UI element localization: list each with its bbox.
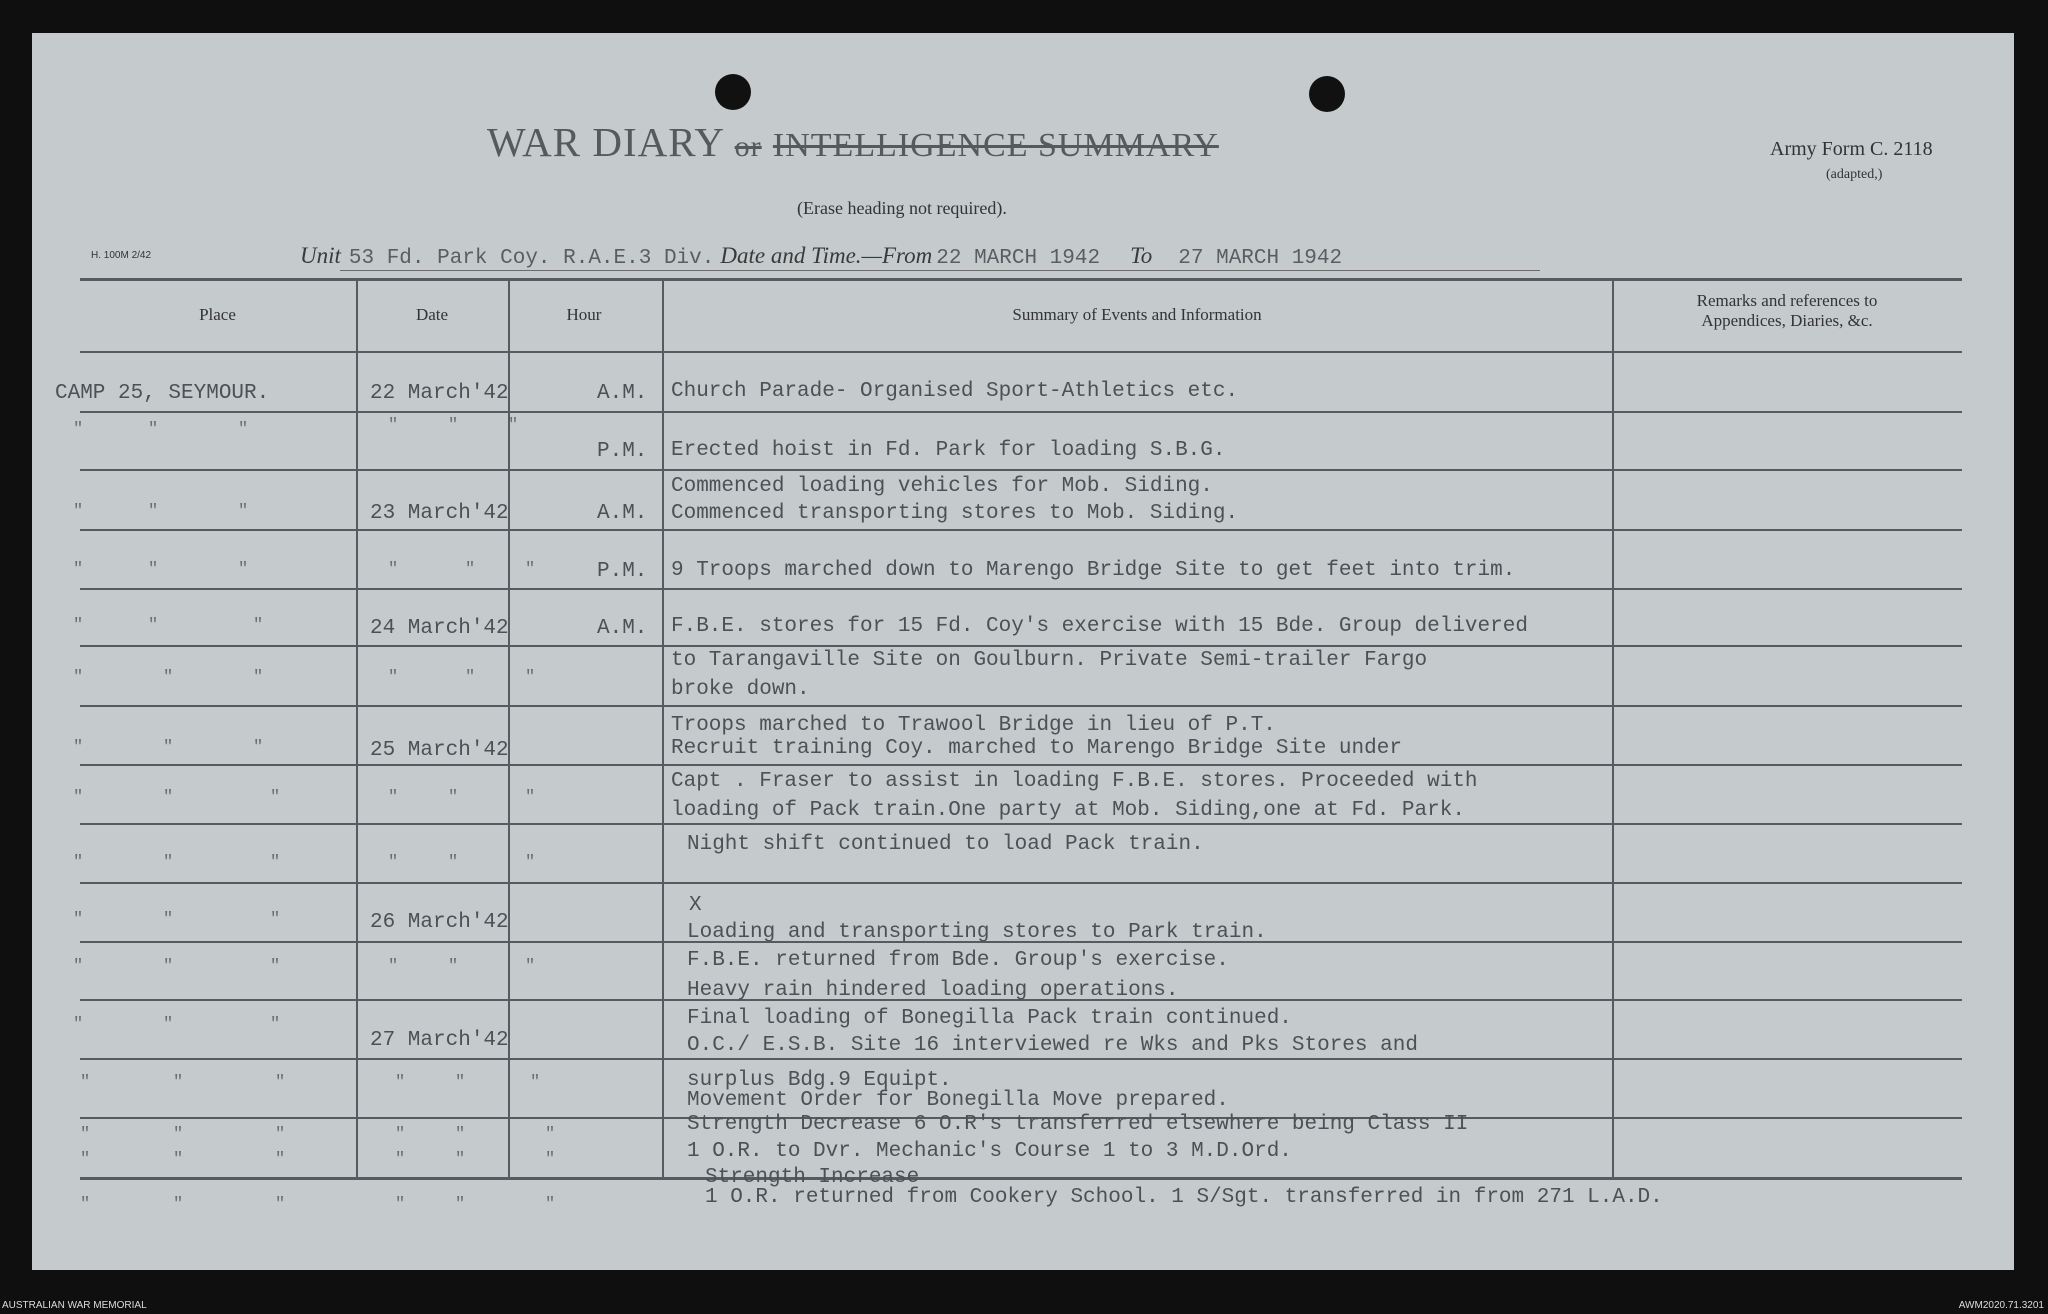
adapted-label: (adapted,) [1826,167,1883,182]
ditto-mark: " [455,1195,466,1214]
ditto-mark: " [525,853,536,872]
date-24-march: 24 March'42 [370,617,509,640]
ditto-mark: " [253,738,264,757]
summary-line: Strength Decrease 6 O.R's transferred elsewhere being Class II [687,1113,1469,1136]
row-rule [80,764,1962,766]
ditto-mark: " [73,668,84,687]
summary-line: Commenced loading vehicles for Mob. Siding. [671,475,1213,498]
column-header-date: Date [415,305,449,324]
ditto-mark: " [455,1125,466,1144]
ditto-mark: " [275,1150,286,1169]
date-27-march: 27 March'42 [370,1029,509,1052]
from-value: 22 MARCH 1942 [936,247,1101,270]
summary-line: Final loading of Bonegilla Pack train continued. [687,1007,1292,1030]
summary-line: Erected hoist in Fd. Park for loading S.B.G. [671,439,1226,462]
underline [340,270,1540,271]
ditto-mark: " [525,957,536,976]
summary-line: Recruit training Coy. marched to Marengo Bridge Site under [671,737,1402,760]
summary-line: F.B.E. stores for 15 Fd. Coy's exercise with 15 Bde. Group delivered [671,615,1528,638]
ditto-mark: " [253,616,264,635]
ditto-mark: " [525,560,536,579]
ditto-mark: " [73,1015,84,1034]
row-rule [80,529,1962,531]
summary-line: broke down. [671,678,810,701]
title-war-diary: WAR DIARY [487,119,724,165]
ditto-mark: " [275,1073,286,1092]
hour-am: A.M. [597,502,648,525]
ditto-mark: " [173,1150,184,1169]
place-camp-seymour: CAMP 25, SEYMOUR. [55,382,270,405]
ditto-mark: " [270,853,281,872]
summary-line: Troops marched to Trawool Bridge in lieu of P.T. [671,714,1276,737]
row-rule [80,882,1962,884]
ditto-mark: " [275,1125,286,1144]
ditto-mark: " [73,738,84,757]
summary-line: Strength Increase [705,1166,920,1189]
hour-pm: P.M. [597,440,648,463]
ditto-mark: " [73,420,84,439]
ditto-mark: " [448,957,459,976]
ditto-mark: " [275,1195,286,1214]
to-label: To [1130,243,1153,268]
ditto-mark: " [270,910,281,929]
ditto-mark: " [388,957,399,976]
ditto-mark: " [163,738,174,757]
summary-line: to Tarangaville Site on Goulburn. Private Semi-trailer Fargo [671,649,1428,672]
ditto-mark: " [270,788,281,807]
ditto-mark: " [73,788,84,807]
ditto-mark: " [253,668,264,687]
date-23-march: 23 March'42 [370,502,509,525]
summary-line: Church Parade- Organised Sport-Athletics etc. [671,380,1239,403]
ditto-mark: " [80,1073,91,1092]
row-rule [80,411,1962,413]
hour-am: A.M. [597,617,648,640]
ditto-mark: " [395,1195,406,1214]
ditto-mark: " [238,420,249,439]
date-26-march: 26 March'42 [370,911,509,934]
summary-line: Commenced transporting stores to Mob. Siding. [671,502,1239,525]
ditto-mark: " [73,853,84,872]
row-rule [80,823,1962,825]
ditto-mark: " [448,853,459,872]
ditto-mark: " [73,502,84,521]
summary-line: 1 O.R. to Dvr. Mechanic's Course 1 to 3 M.D.Ord. [687,1140,1292,1163]
remarks-header-line-2: Appendices, Diaries, &c. [1701,311,1873,330]
date-22-march: 22 March'42 [370,382,509,405]
ditto-mark: " [448,416,459,435]
remarks-header-line-1: Remarks and references to [1696,291,1878,310]
ditto-mark: " [148,420,159,439]
ditto-mark: " [508,416,519,435]
ditto-mark: " [455,1073,466,1092]
ditto-mark: " [395,1150,406,1169]
ditto-mark: " [73,616,84,635]
ditto-mark: " [270,1015,281,1034]
ditto-mark: " [545,1195,556,1214]
ditto-mark: " [163,788,174,807]
ditto-mark: " [163,853,174,872]
unit-label: Unit [300,243,341,268]
table-bottom-rule [80,1177,1962,1180]
hour-pm: P.M. [597,560,648,583]
ditto-mark: " [163,910,174,929]
row-rule [80,645,1962,647]
ditto-mark: " [163,1015,174,1034]
date-time-label: Date and Time.—From [720,243,933,268]
summary-line: surplus Bdg.9 Equipt. [687,1069,952,1092]
ditto-mark: " [173,1073,184,1092]
row-rule [80,1058,1962,1060]
erase-note: (Erase heading not required). [797,198,1007,218]
to-value: 27 MARCH 1942 [1178,247,1343,270]
summary-line: 9 Troops marched down to Marengo Bridge Site to get feet into trim. [671,559,1516,582]
summary-line: Night shift continued to load Pack train. [687,833,1204,856]
unit-value: 53 Fd. Park Coy. R.A.E.3 Div. [348,247,715,270]
form-code: H. 100M 2/42 [91,250,152,261]
column-divider [1612,278,1614,1177]
ditto-mark: " [80,1150,91,1169]
summary-line: loading of Pack train.One party at Mob. Siding,one at Fd. Park. [671,799,1465,822]
summary-line: O.C./ E.S.B. Site 16 interviewed re Wks and Pks Stores and [687,1034,1418,1057]
summary-line: F.B.E. returned from Bde. Group's exercise. [687,949,1229,972]
archive-reference: AWM2020.71.3201 [1958,1300,2044,1311]
margin-mark-x: X [689,894,702,917]
column-divider [662,278,664,1177]
ditto-mark: " [148,616,159,635]
ditto-mark: " [455,1150,466,1169]
table-top-rule [80,278,1962,281]
unit-line [300,243,1342,270]
column-header-remarks [1613,291,1961,331]
column-header-hour: Hour [566,305,602,324]
ditto-mark: " [388,668,399,687]
column-header-summary: Summary of Events and Information [1012,305,1262,324]
ditto-mark: " [448,788,459,807]
ditto-mark: " [238,560,249,579]
ditto-mark: " [163,957,174,976]
header-bottom-rule [80,351,1962,353]
column-header-place: Place [199,305,236,324]
summary-line: 1 O.R. returned from Cookery School. 1 S/Sgt. transferred in from 271 L.A.D. [705,1186,1663,1209]
title-struck-intelligence: INTELLIGENCE SUMMARY [772,127,1219,164]
ditto-mark: " [80,1125,91,1144]
ditto-mark: " [73,560,84,579]
date-25-march: 25 March'42 [370,739,509,762]
ditto-mark: " [465,668,476,687]
summary-line: Loading and transporting stores to Park train. [687,921,1267,944]
ditto-mark: " [238,502,249,521]
ditto-mark: " [395,1125,406,1144]
title-or: or [734,130,762,163]
ditto-mark: " [465,560,476,579]
column-divider [356,278,358,1177]
ditto-mark: " [388,788,399,807]
ditto-mark: " [73,910,84,929]
ditto-mark: " [173,1125,184,1144]
row-rule [80,705,1962,707]
ditto-mark: " [395,1073,406,1092]
ditto-mark: " [148,560,159,579]
punch-hole [1309,76,1345,112]
ditto-mark: " [80,1195,91,1214]
summary-line: Capt . Fraser to assist in loading F.B.E. stores. Proceeded with [671,770,1478,793]
ditto-mark: " [530,1073,541,1092]
summary-line: Movement Order for Bonegilla Move prepared. [687,1089,1229,1112]
ditto-mark: " [388,416,399,435]
ditto-mark: " [545,1125,556,1144]
ditto-mark: " [173,1195,184,1214]
row-rule [80,469,1962,471]
row-rule [80,588,1962,590]
army-form-label: Army Form C. 2118 [1770,138,1933,160]
punch-hole [715,74,751,110]
ditto-mark: " [148,502,159,521]
ditto-mark: " [525,788,536,807]
ditto-mark: " [545,1150,556,1169]
ditto-mark: " [525,668,536,687]
hour-am: A.M. [597,382,648,405]
ditto-mark: " [270,957,281,976]
summary-line: Heavy rain hindered loading operations. [687,979,1179,1002]
ditto-mark: " [388,853,399,872]
form-title [487,118,1219,166]
archive-credit: AUSTRALIAN WAR MEMORIAL [2,1300,147,1311]
ditto-mark: " [73,957,84,976]
ditto-mark: " [163,668,174,687]
ditto-mark: " [388,560,399,579]
